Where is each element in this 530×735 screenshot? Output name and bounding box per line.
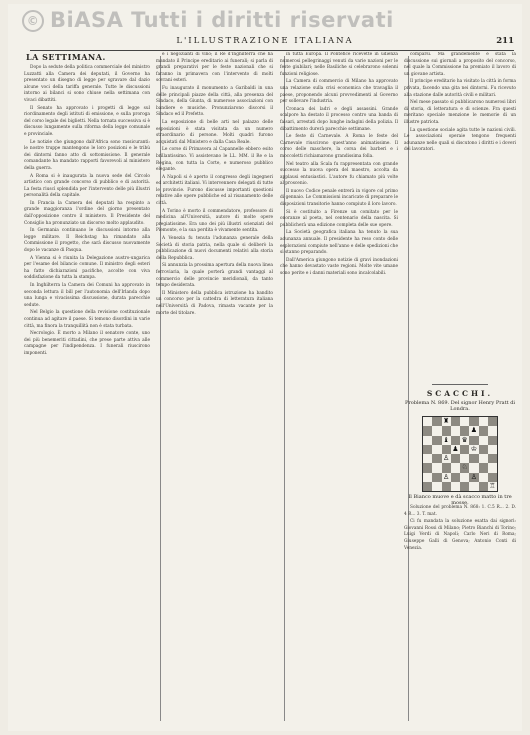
paragraph: La esposizione di belle arti nel palazzo delle esposizioni è stata visitata da un numero straordinario di persone. Molti quadri furono acquistati dal Ministero e dalla Casa Reale.: [156, 119, 273, 145]
article-column-3: [280, 52, 398, 722]
chess-square: [479, 463, 488, 472]
chess-square: [423, 445, 432, 454]
copyright-icon: ©: [22, 10, 44, 32]
paragraph: A Napoli si è aperto il congresso degli ingegneri ed architetti italiani. Vi intervennero delegati di tutte le provincie. Furono discusse importanti questioni relative alle opere pubbliche ed al risanamento delle città.: [156, 174, 273, 207]
chess-square: ♛: [461, 435, 468, 444]
chess-notes: [404, 505, 516, 553]
paragraph: La questione sociale agita tutte le nazioni civili. Le associazioni operaie tengono frequenti adunanze nelle quali si discutono i diritti e i doveri dei lavoratori.: [404, 127, 516, 153]
chess-square: [423, 482, 432, 491]
page-header: [8, 36, 522, 50]
chess-square: [479, 417, 488, 426]
chess-square: [451, 436, 460, 445]
paragraph: Le notizie che giungono dall'Africa sono rassicuranti: le nostre truppe mantengono le loro posizioni e le tribù dei dintorni fanno atto di sottomissione. Il generale comandante ha mandato rapporti favorevoli al ministero della guerra.: [24, 139, 150, 171]
chess-square: [432, 473, 441, 482]
paragraph: Dopo la sedute della politica commerciale del ministro Luzzatti alla Camera dei deputati, il Governo ha presentato un disegno di legge per sgravare dal dazio alcune voci della tariffa generale. Tutte le discussioni intorno ai bilanci si sono chiuse nella settimana con vivaci dibattiti.: [24, 65, 150, 103]
chess-square: [442, 482, 451, 491]
chess-square: [479, 454, 488, 463]
chess-square: [488, 473, 497, 482]
chess-note: Soluzione del problema N. 868: 1. C.5 R... 2. D. 4 R... 3. T. mat.: [404, 505, 516, 517]
chess-square: [488, 445, 497, 454]
article-column-1: [24, 52, 150, 722]
chess-square: [479, 426, 488, 435]
paragraph: Nel mese passato si pubblicarono numerosi libri di storia, di letteratura e di scienze. Fra questi meritano speciale menzione le memorie di un illustre patriota.: [404, 100, 516, 125]
paragraph: Nel Belgio la questione della revisione costituzionale continua ad agitare il paese. Si temono disordini in varie città, ma finora la tranquillità non è stata turbata.: [24, 310, 150, 329]
chess-square: [469, 463, 478, 472]
chess-square: [451, 426, 460, 435]
chess-square: [432, 417, 441, 426]
column-1-body: [24, 65, 150, 358]
paragraph: In Germania continuano le discussioni intorno alla legge militare. Il Reichstag ha rimandato alla Commissione il progetto, che sarà discusso nuovamente dopo le vacanze di Pasqua.: [24, 228, 150, 254]
chess-square: [460, 454, 469, 463]
chess-square: [488, 436, 497, 445]
chess-square: [423, 463, 432, 472]
paragraph: A Venezia fu tenuta l'adunanza generale della Società di storia patria, nella quale si deliberò la pubblicazione di nuovi documenti relativi alla storia della Repubblica.: [156, 236, 273, 261]
chess-square: ♜: [442, 417, 450, 425]
chess-note: Ci fu mandata la soluzione esatta dai signori: Giovanni Rossi di Milano; Pietro Bianchi di Torino; Luigi Verdi di Napoli; Carlo Neri di Roma; Giuseppe Galli di Genova; Antonio Conti di Venezia.: [404, 519, 516, 551]
chess-subtitle: Problema N. 869. Del signor Henry Pratt di Londra.: [404, 400, 515, 412]
chess-square: [469, 454, 478, 463]
chess-square: [469, 417, 478, 426]
chess-square: [460, 426, 469, 435]
chess-board: [422, 416, 498, 492]
chess-square: [423, 436, 432, 445]
chess-square: ♙: [442, 472, 450, 481]
paragraph: Si è costituito a Firenze un comitato per le onoranze al poeta, nel centenario della nascita. Si pubblicherà una edizione completa delle sue opere.: [280, 209, 398, 228]
chess-square: ♔: [470, 444, 478, 453]
paragraph: A Roma si è inaugurata la nuova sede del Circolo artistico con grande concorso di pubblico e di autorità. La festa riuscì splendida per l'intervento delle più illustri personalità della capitale.: [24, 173, 150, 199]
chess-square: [488, 454, 497, 463]
chess-square: [442, 426, 451, 435]
chess-square: [469, 482, 478, 491]
chess-square: [423, 473, 432, 482]
chess-square: [460, 482, 469, 491]
paragraph: comparsi. Ma grandemente è stata la discussione sui giornali a proposito del concorso, nel quale la Commissione ha premiato il lavoro di un giovane artista.: [404, 52, 516, 77]
chess-caption: Il Bianco muove e dà scacco matto in tre mosse.: [408, 494, 512, 506]
chess-square: [423, 417, 432, 426]
page-number: 211: [496, 36, 514, 46]
paragraph: Fu inaugurato il monumento a Garibaldi in una delle principali piazze della città, alla presenza del Sindaco, della Giunta, di numerose associazioni con bandiere e musiche. Pronunziarono discorsi il Sindaco ed il Prefetto.: [156, 85, 273, 118]
page-header-title: L'ILLUSTRAZIONE ITALIANA: [176, 36, 354, 46]
chess-section: [404, 380, 516, 506]
chess-square: [479, 482, 488, 491]
chess-square: [432, 426, 441, 435]
paragraph: Il nuovo Codice penale entrerà in vigore col primo di gennaio. Le Commissioni incaricate di preparare le disposizioni transitorie hanno compiuto il loro lavoro.: [280, 188, 398, 208]
paragraph: Il principe ereditario ha visitato la città in forma privata, facendo una gita nei dintorni. Fu ricevuto alla stazione dalle autorità civili e militari.: [404, 79, 516, 98]
paragraph: La Società geografica italiana ha tenuto la sua adunanza annuale. Il presidente ha reso conto delle esplorazioni compiute nell'anno e delle spedizioni che si stanno preparando.: [280, 230, 398, 256]
paragraph: Le feste di Carnevale. A Roma le feste del Carnevale riuscirono quest'anno animatissime. Il corso delle maschere, la corsa dei barberi e i moccoletti richiamarono grandissima folla.: [280, 134, 398, 159]
chess-square: [423, 426, 432, 435]
paragraph: e i negozianti di vino; il Re d'Inghilterra che ha mandato il Principe ereditario ai funerali; si parla di grandi preparativi per le feste nazionali che si faranno in primavera con l'intervento di molti sovrani esteri.: [156, 52, 273, 84]
chess-square: [451, 473, 460, 482]
paragraph: Il Senato ha approvato i progetti di legge sul riordinamento degli istituti di emissione, e sulla proroga del corso legale dei biglietti. Nella tornata successiva si è discusso lungamente sulla riforma della legge comunale e provinciale.: [24, 105, 150, 137]
chess-square: ♙: [442, 454, 450, 462]
chess-square: [451, 482, 460, 491]
chess-divider: [432, 384, 488, 385]
chess-square: [451, 454, 460, 463]
chess-square: [432, 436, 441, 445]
paragraph: Necrologio. È morto a Milano il senatore conte, uno dei più benemeriti cittadini, che prese parte attiva alle campagne per l'indipendenza. I funerali riuscirono imponenti.: [24, 331, 150, 356]
watermark-text: BiASA Tutti i diritti riservati: [50, 8, 394, 32]
section-title: LA SETTIMANA.: [26, 52, 106, 62]
paragraph: Dall'America giungono notizie di gravi inondazioni che hanno devastato vaste regioni. Molte vite umane sono perite e i danni materiali sono incalcolabili.: [280, 257, 398, 276]
chess-square: [442, 445, 451, 454]
chess-square: [479, 436, 488, 445]
chess-square: [488, 417, 497, 426]
chess-square: [460, 417, 469, 426]
chess-square: [432, 463, 441, 472]
chess-square: [442, 463, 451, 472]
chess-square: [460, 445, 469, 454]
article-column-2: [156, 52, 273, 722]
paragraph: Cronaca dei ladri e degli assassini. Grande scalpore ha destato il processo contro una banda di falsari, arrestati dopo lunghe indagini della polizia. Il dibattimento durerà parecchie settimane.: [280, 106, 398, 132]
chess-square: ♘: [461, 463, 468, 472]
chess-square: [451, 417, 460, 426]
paragraph: Si annunzia la prossima apertura della nuova linea ferroviaria, la quale porterà grandi vantaggi al commercio delle provincie meridionali, da tanto tempo desiderata.: [156, 263, 273, 289]
chess-square: ♙: [470, 472, 478, 481]
paragraph: A Vienna si è riunita la Delegazione austro-ungarica per l'esame del bilancio comune. Il ministro degli esteri ha fatto dichiarazioni pacifiche, accolte con viva soddisfazione da tutta la stampa.: [24, 255, 150, 281]
chess-square: [432, 454, 441, 463]
paragraph: A Torino è morto il commendatore, professore di medicina all'Università, autore di molte opere pregiatissime. Era uno dei più illustri scienziati del Piemonte, e la sua perdita è vivamente sentita.: [156, 208, 273, 234]
chess-square: [469, 436, 478, 445]
paragraph: Il Ministero della pubblica istruzione ha bandito un concorso per la cattedra di letteratura italiana nell'Università di Padova, rimasta vacante per la morte del titolare.: [156, 290, 273, 316]
chess-square: [479, 445, 488, 454]
chess-title: SCACCHI.: [426, 389, 494, 398]
chess-square: [423, 454, 432, 463]
header-rule: [30, 50, 514, 51]
chess-square: [488, 426, 497, 435]
chess-square: [451, 463, 460, 472]
chess-square: ♖: [489, 481, 496, 490]
paragraph: Nel teatro alla Scala fu rappresentata con grande successo la nuova opera del maestro, accolta da applausi entusiastici. L'autore fu chiamato più volte al proscenio.: [280, 161, 398, 187]
chess-square: ♝: [442, 435, 450, 444]
chess-square: [432, 482, 441, 491]
paragraph: in tutta Europa. Il Pontefice ricevette in udienza numerosi pellegrinaggi venuti da varie nazioni per le feste giubilari; nelle Basiliche si celebrarono solenni funzioni religiose.: [280, 52, 398, 77]
chess-square: [432, 445, 441, 454]
chess-square: ♟: [470, 426, 478, 435]
paragraph: In Francia la Camera dei deputati ha respinto a grande maggioranza l'ordine del giorno presentato dall'opposizione contro il ministero. Il Presidente del Consiglio ha pronunziato un discorso molto applaudito.: [24, 200, 150, 226]
watermark: [22, 8, 394, 32]
chess-square: [488, 463, 497, 472]
chess-square: ♟: [452, 444, 459, 453]
paragraph: In Inghilterra la Camera dei Comuni ha approvato in seconda lettura il bill per l'autonomia dell'Irlanda dopo una lunga e vivacissima discussione, durata parecchie sedute.: [24, 283, 150, 308]
article-column-4: [404, 52, 516, 372]
paragraph: La Camera di commercio di Milano ha approvato una relazione sulla crisi economica che travaglia il paese, proponendo alcuni provvedimenti al Governo per sollevare l'industria.: [280, 79, 398, 105]
chess-square: [460, 473, 469, 482]
chess-square: [479, 473, 488, 482]
paragraph: Le corse di Primavera al Capannelle ebbero esito brillantissimo. Vi assistevano le LL. MM. il Re e la Regina, con tutta la Corte, e numeroso pubblico elegante.: [156, 147, 273, 173]
